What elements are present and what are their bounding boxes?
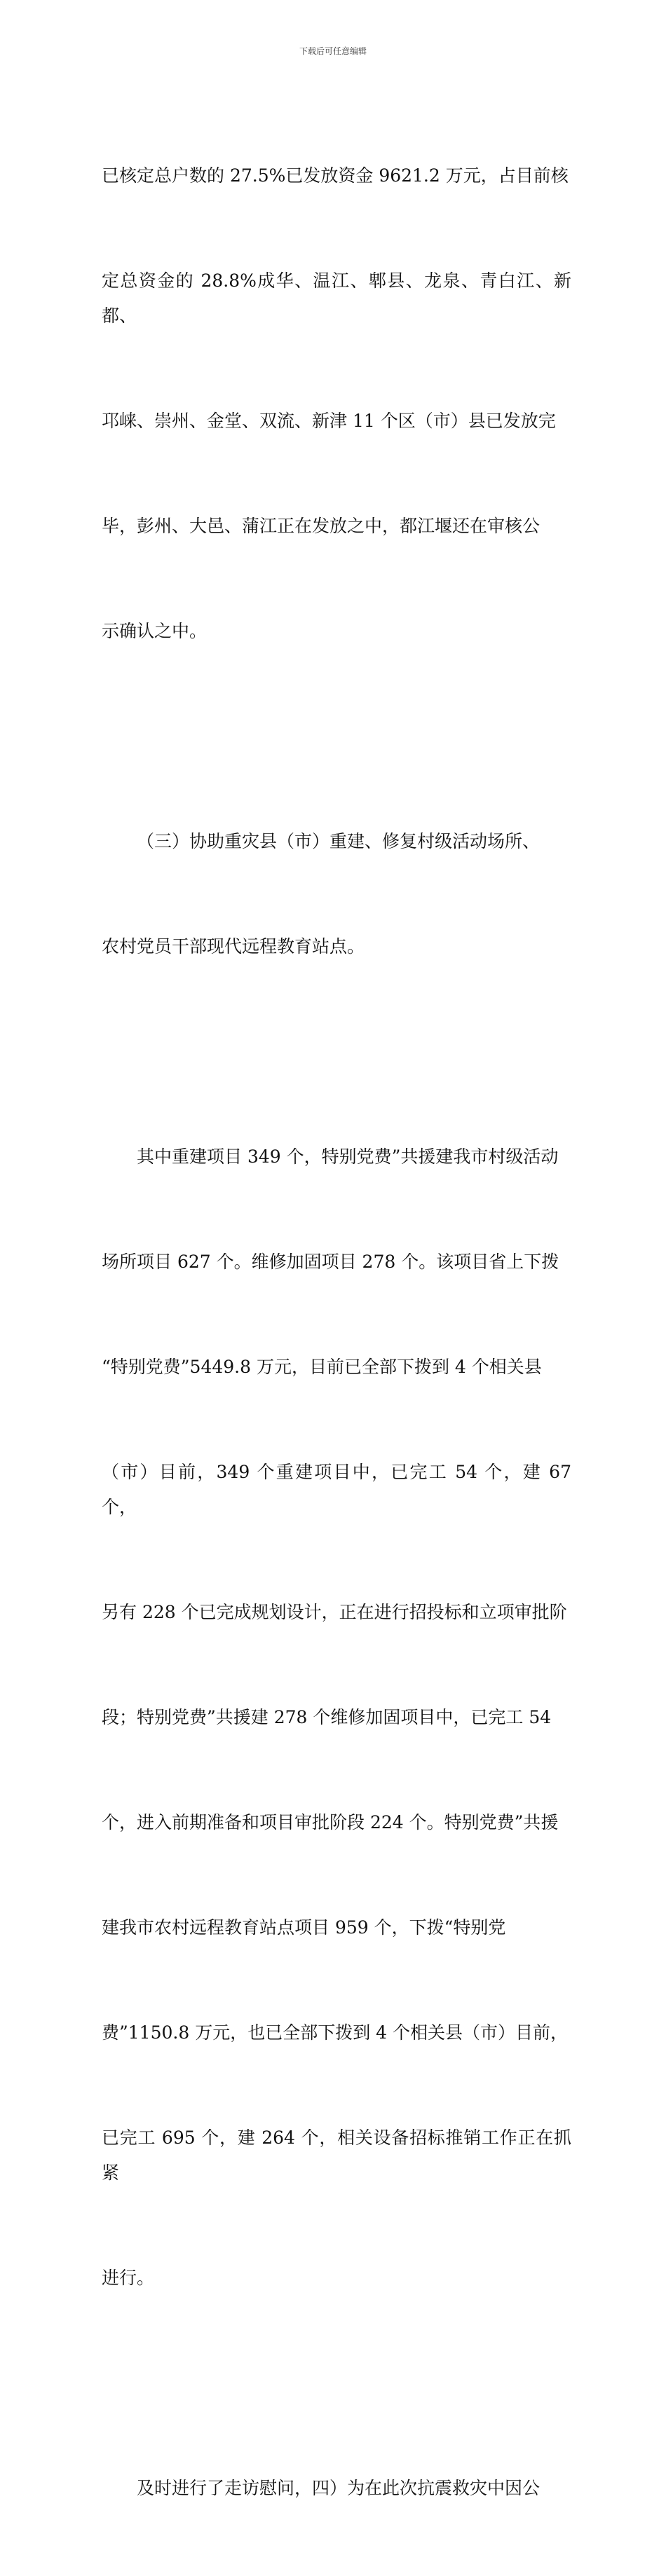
text-line: 已完工 695 个，建 264 个，相关设备招标推销工作正在抓紧 [102, 2128, 571, 2183]
paragraph-3 [102, 1069, 577, 2366]
text-line: 农村党员干部现代远程教育站点。 [102, 936, 365, 957]
text-line: 段；特别党费”共援建 278 个维修加固项目中，已完工 54 [102, 1707, 552, 1727]
text-line: 另有 228 个已完成规划设计，正在进行招投标和立项审批阶 [102, 1602, 567, 1622]
text-line: 场所项目 627 个。维修加固项目 278 个。该项目省上下拨 [102, 1252, 559, 1272]
text-line: 示确认之中。 [102, 621, 208, 641]
text-line: 邛崃、崇州、金堂、双流、新津 11 个区（市）县已发放完 [102, 411, 556, 431]
text-line: 建我市农村远程教育站点项目 959 个，下拨“特别党 [102, 1917, 506, 1938]
text-line: 定总资金的 28.8%成华、温江、郫县、龙泉、青白江、新都、 [102, 270, 571, 326]
text-line: （市）目前，349 个重建项目中，已完工 54 个，建 67 个， [102, 1462, 577, 1517]
text-line: 个，进入前期准备和项目审批阶段 224 个。特别党费”共援 [102, 1812, 559, 1832]
text-line: 毕，彭州、大邑、蒲江正在发放之中，都江堰还在审核公 [102, 516, 541, 536]
text-line: 费”1150.8 万元，也已全部下拨到 4 个相关县（市）目前， [102, 2022, 569, 2043]
text-line: 其中重建项目 349 个，特别党费”共援建我市村级活动 [137, 1146, 559, 1167]
text-line: 已核定总户数的 27.5%已发放资金 9621.2 万元，占目前核 [102, 165, 569, 186]
paragraph-1 [102, 88, 571, 719]
paragraph-4 [102, 2401, 571, 2576]
text-line: 及时进行了走访慰问，四）为在此次抗震救灾中因公 [137, 2478, 541, 2498]
paragraph-2-heading [102, 754, 571, 1034]
text-line: “特别党费”5449.8 万元，目前已全部下拨到 4 个相关县 [102, 1357, 542, 1377]
text-line: （三）协助重灾县（市）重建、修复村级活动场所、 [137, 831, 541, 851]
document-body [102, 88, 577, 2576]
page-header-note: 下载后可任意编辑 [299, 46, 367, 56]
text-line: 进行。 [102, 2268, 155, 2288]
